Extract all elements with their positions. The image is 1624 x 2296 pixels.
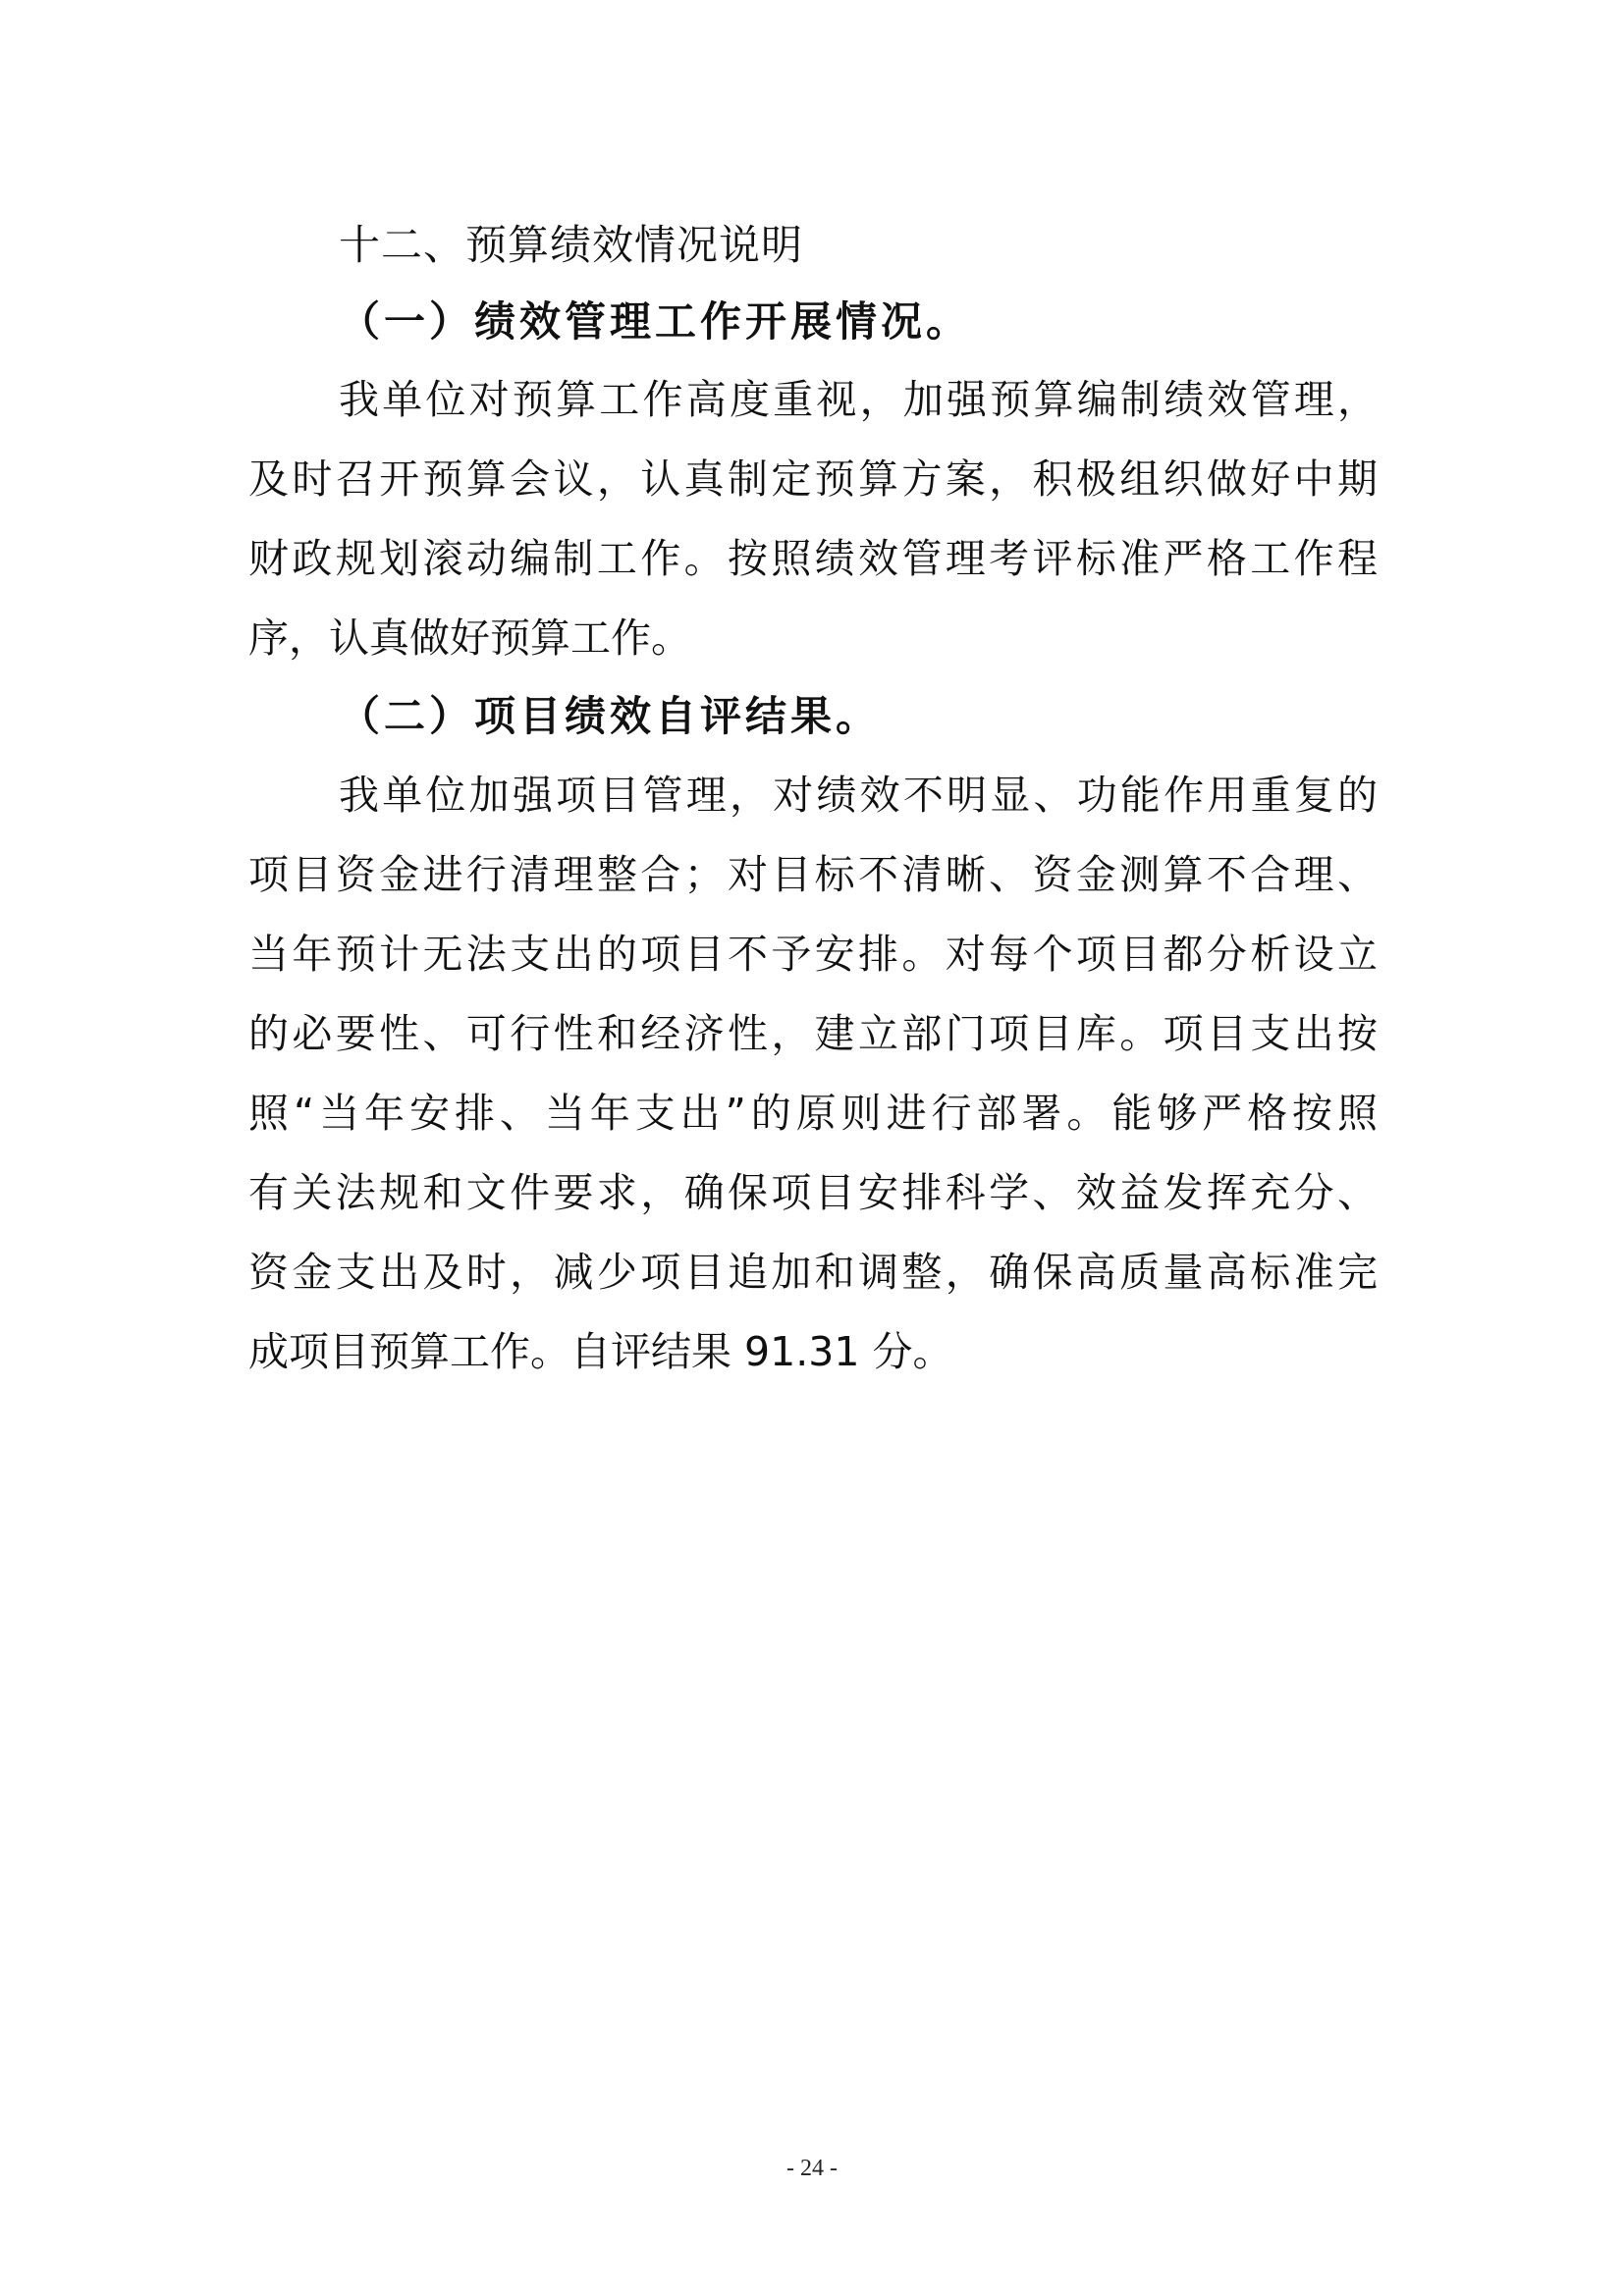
paragraph-line-text: 的必要性、可行性和经济性，建立部门项目库。项目支出按 <box>248 1010 1378 1057</box>
paragraph-line <box>248 1084 1378 1143</box>
paragraph-line <box>248 450 1378 508</box>
subsection-heading: （一）绩效管理工作开展情况。 <box>339 297 972 346</box>
paragraph-line-text: 及时召开预算会议，认真制定预算方案，积极组织做好中期 <box>248 455 1378 503</box>
paragraph-line <box>248 529 1378 588</box>
section-title: 十二、预算绩效情况说明 <box>339 221 804 269</box>
paragraph-line-text: 我单位对预算工作高度重视，加强预算编制绩效管理， <box>339 376 1378 423</box>
paragraph-line-text: 成项目预算工作。自评结果 91.31 分。 <box>248 1328 953 1375</box>
paragraph-line <box>248 1163 1378 1222</box>
paragraph-line <box>248 766 1378 825</box>
paragraph-line-text: 序，认真做好预算工作。 <box>248 614 691 662</box>
paragraph-line <box>248 1004 1378 1063</box>
paragraph-line <box>248 370 1378 429</box>
paragraph-line <box>248 609 1378 667</box>
page-number: - 24 - <box>786 2156 838 2181</box>
paragraph-line-text: 我单位加强项目管理，对绩效不明显、功能作用重复的 <box>339 772 1378 819</box>
paragraph-line-text: 当年预计无法支出的项目不予安排。对每个项目都分析设立 <box>248 931 1378 978</box>
paragraph-line-text: 财政规划滚动编制工作。按照绩效管理考评标准严格工作程 <box>248 535 1378 582</box>
subsection-heading: （二）项目绩效自评结果。 <box>339 692 882 740</box>
paragraph-line <box>248 845 1378 904</box>
paragraph-line <box>248 1322 1378 1381</box>
paragraph-line-text: 有关法规和文件要求，确保项目安排科学、效益发挥充分、 <box>248 1169 1378 1216</box>
paragraph-line <box>248 1243 1378 1302</box>
paragraph-line <box>248 925 1378 984</box>
paragraph-line-text: 项目资金进行清理整合；对目标不清晰、资金测算不合理、 <box>248 851 1378 898</box>
paragraph-line-text: 资金支出及时，减少项目追加和调整，确保高质量高标准完 <box>248 1249 1378 1296</box>
paragraph-line-text: 照“当年安排、当年支出”的原则进行部署。能够严格按照 <box>248 1090 1378 1137</box>
